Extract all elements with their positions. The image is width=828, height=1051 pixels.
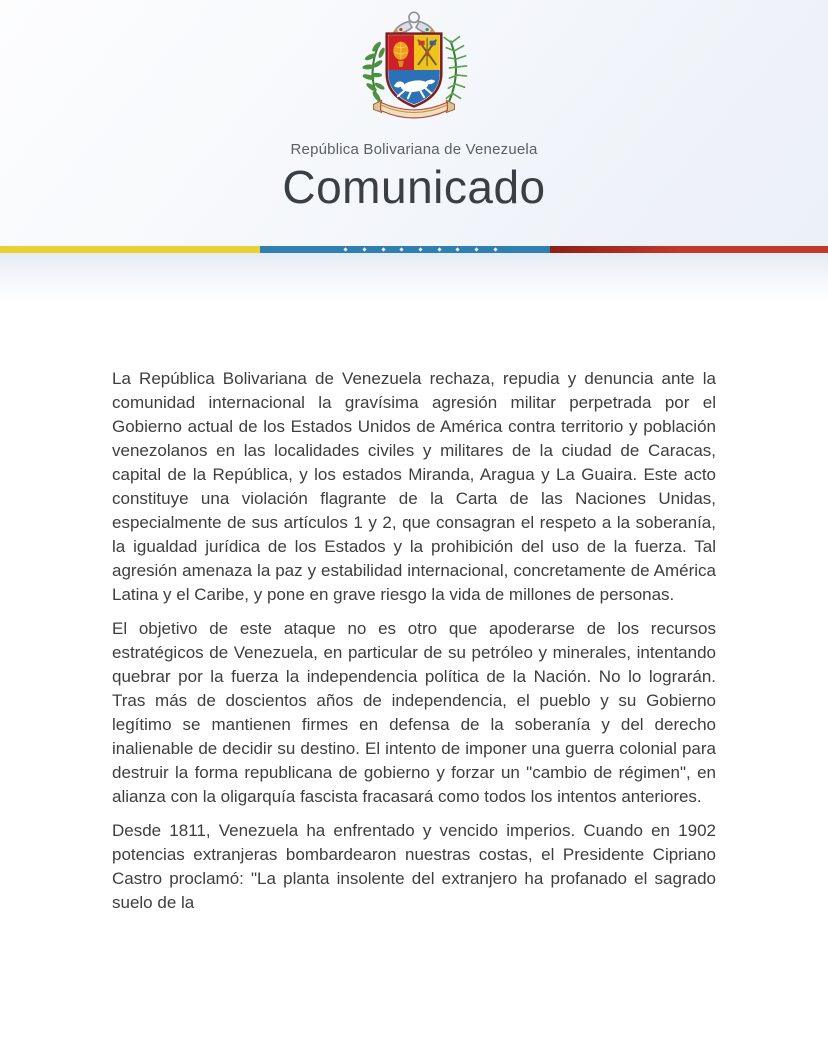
flag-star-icon bbox=[456, 247, 460, 251]
paragraph-2: El objetivo de este ataque no es otro que apoderarse de los recursos estratégicos de Venezuela, en particular de su petróleo y minerales, intentando quebrar por la fuerza la independencia política de la Nación. No lo lograrán. Tras más de doscientos años de independencia, el pueblo y su Gobierno legítimo se mantienen firmes en defensa de la soberanía y del derecho inalienable de decidir su destino. El intento de imponer una guerra colonial para destruir la forma republicana de gobierno y forzar un "cambio de régimen", en alianza con la oligarquía fascista fracasará como todos los intentos anteriores. bbox=[112, 619, 716, 806]
shield-icon bbox=[387, 34, 442, 107]
flag-star-icon bbox=[437, 247, 441, 251]
flag-star-icon bbox=[493, 247, 497, 251]
flag-star-icon bbox=[344, 247, 348, 251]
paragraph-1: La República Bolivariana de Venezuela rechaza, repudia y denuncia ante la comunidad internacional la gravísima agresión militar perpetrada por el Gobierno actual de los Estados Unidos de América contra territorio y población venezolanos en las localidades civiles y militares de la ciudad de Caracas, capital de la República, y los estados Miranda, Aragua y La Guaira. Este acto constituye una violación flagrante de la Carta de las Naciones Unidas, especialmente de sus artículos 1 y 2, que consagran el respeto a la soberanía, la igualdad jurídica de los Estados y la prohibición del uso de la fuerza. Tal agresión amenaza la paz y estabilidad internacional, concretamente de América Latina y el Caribe, y pone en grave riesgo la vida de millones de personas. bbox=[112, 369, 716, 604]
paragraph-3: Desde 1811, Venezuela ha enfrentado y vencido imperios. Cuando en 1902 potencias extranjeras bombardearon nuestras costas, el Presidente Cipriano Castro proclamó: "La planta insolente del extranjero ha profanado el sagrado suelo de la bbox=[112, 821, 716, 912]
palm-branch-icon bbox=[444, 37, 466, 104]
document-header bbox=[0, 0, 828, 246]
flag-star-icon bbox=[362, 247, 366, 251]
laurel-branch-icon bbox=[362, 41, 386, 104]
page-title: Comunicado bbox=[282, 161, 546, 213]
header-fade-band bbox=[0, 253, 828, 303]
communique-body bbox=[0, 303, 828, 915]
flag-star-icon bbox=[400, 247, 404, 251]
flag-star-icon bbox=[381, 247, 385, 251]
flag-stars bbox=[344, 246, 496, 253]
venezuela-coat-of-arms-icon bbox=[323, 8, 505, 132]
flag-star-icon bbox=[474, 247, 478, 251]
republic-label: República Bolivariana de Venezuela bbox=[290, 141, 538, 158]
flag-star-icon bbox=[418, 247, 422, 251]
flag-divider bbox=[0, 246, 828, 253]
